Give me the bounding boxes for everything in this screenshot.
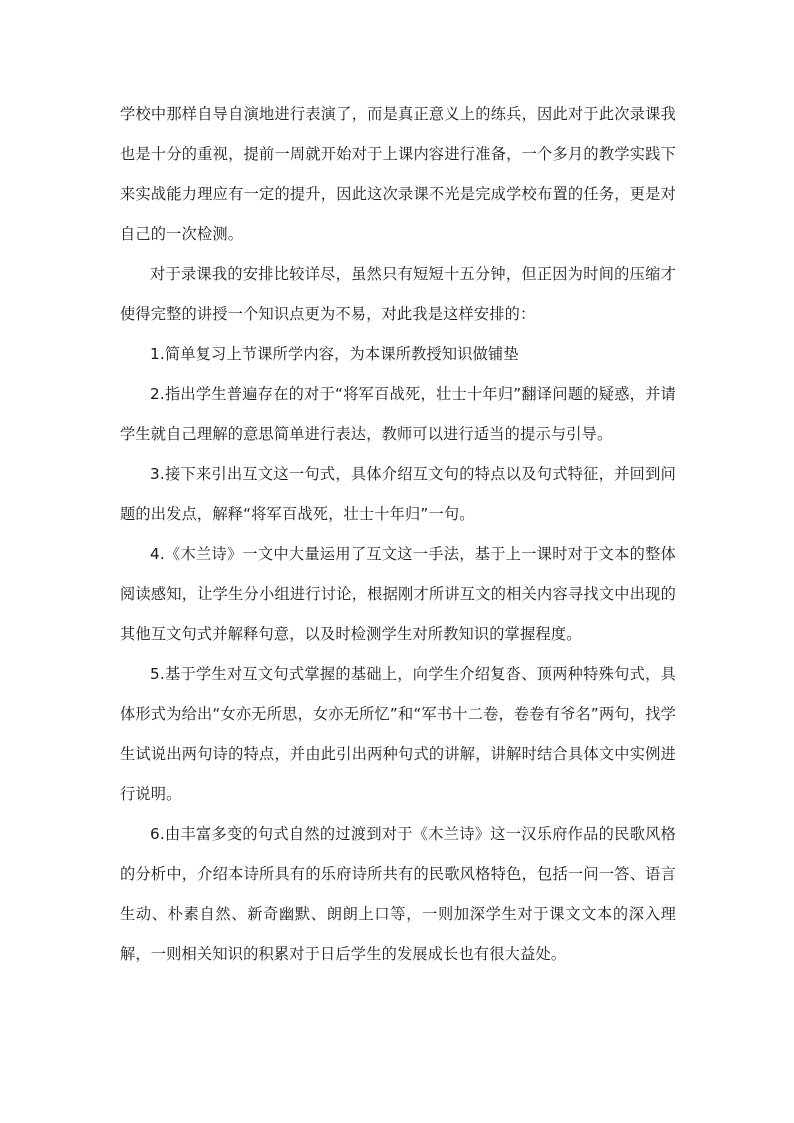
list-item-step-5: 5.基于学生对互文句式掌握的基础上，向学生介绍复沓、顶两种特殊句式，具体形式为给出“女亦无所思，女亦无所忆”和“军书十二卷，卷卷有爷名”两句，找学生试说出两句诗的特点，并由此引出两种句式的讲解，讲解时结合具体文中实例进行说明。 [120, 665, 676, 803]
list-item-step-6: 6.由丰富多变的句式自然的过渡到对于《木兰诗》这一汉乐府作品的民歌风格的分析中，介绍本诗所具有的乐府诗所共有的民歌风格特色，包括一问一答、语言生动、朴素自然、新奇幽默、朗朗上口等，一则加深学生对于课文文本的深入理解，一则相关知识的积累对于日后学生的发展成长也有很大益处。 [120, 825, 676, 963]
document-page [120, 94, 676, 974]
list-item-step-4: 4.《木兰诗》一文中大量运用了互文这一手法，基于上一课时对于文本的整体阅读感知，让学生分小组进行讨论，根据刚才所讲互文的相关内容寻找文中出现的其他互文句式并解释句意，以及时检测学生对所教知识的掌握程度。 [120, 545, 676, 643]
list-item-step-3: 3.接下来引出互文这一句式，具体介绍互文句的特点以及句式特征，并回到问题的出发点，解释“将军百战死，壮士十年归”一句。 [120, 465, 676, 523]
paragraph-recording-plan: 对于录课我的安排比较详尽，虽然只有短短十五分钟，但正因为时间的压缩才使得完整的讲授一个知识点更为不易，对此我是这样安排的： [120, 265, 676, 323]
list-item-step-2: 2.指出学生普遍存在的对于“将军百战死，壮士十年归”翻译问题的疑惑，并请学生就自己理解的意思简单进行表达，教师可以进行适当的提示与引导。 [120, 385, 676, 443]
paragraph-continuation: 学校中那样自导自演地进行表演了，而是真正意义上的练兵，因此对于此次录课我也是十分的重视，提前一周就开始对于上课内容进行准备，一个多月的教学实践下来实战能力理应有一定的提升，因此这次录课不光是完成学校布置的任务，更是对自己的一次检测。 [120, 105, 676, 243]
list-item-step-1: 1.简单复习上节课所学内容，为本课所教授知识做铺垫 [150, 345, 519, 363]
